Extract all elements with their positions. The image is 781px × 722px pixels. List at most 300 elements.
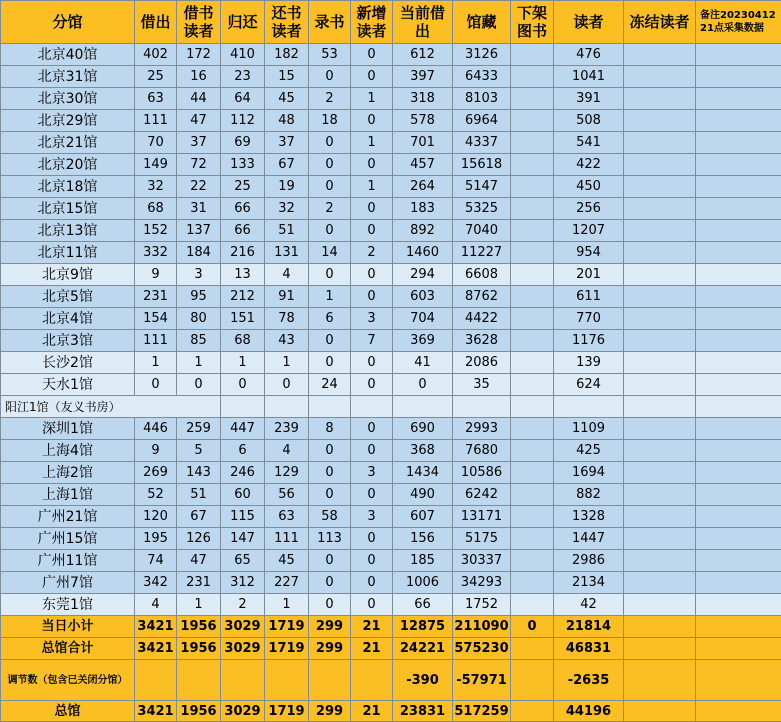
data-cell[interactable]: 1 — [265, 594, 309, 616]
data-cell[interactable]: 0 — [265, 374, 309, 396]
data-cell[interactable] — [696, 594, 781, 616]
data-cell[interactable]: 22 — [177, 176, 221, 198]
data-cell[interactable]: 14 — [309, 242, 351, 264]
data-cell[interactable] — [511, 176, 554, 198]
data-cell[interactable]: 69 — [221, 132, 265, 154]
branch-name-cell[interactable]: 北京40馆 — [1, 44, 135, 66]
summary-cell[interactable]: 21814 — [554, 616, 624, 638]
data-cell[interactable]: 0 — [351, 110, 393, 132]
summary-cell[interactable]: 3029 — [221, 701, 265, 722]
data-cell[interactable]: 3126 — [453, 44, 511, 66]
data-cell[interactable]: 2 — [309, 88, 351, 110]
branch-name-cell[interactable]: 长沙2馆 — [1, 352, 135, 374]
data-cell[interactable]: 342 — [135, 572, 177, 594]
data-cell[interactable]: 19 — [265, 176, 309, 198]
data-cell[interactable] — [696, 440, 781, 462]
branch-name-cell[interactable]: 北京9馆 — [1, 264, 135, 286]
data-cell[interactable]: 5175 — [453, 528, 511, 550]
data-cell[interactable]: 369 — [393, 330, 453, 352]
data-cell[interactable]: 508 — [554, 110, 624, 132]
data-cell[interactable] — [221, 396, 265, 418]
data-cell[interactable]: 2986 — [554, 550, 624, 572]
summary-cell[interactable] — [351, 660, 393, 701]
data-cell[interactable]: 7680 — [453, 440, 511, 462]
data-cell[interactable]: 0 — [351, 440, 393, 462]
data-cell[interactable]: 66 — [393, 594, 453, 616]
summary-cell[interactable]: 517259 — [453, 701, 511, 722]
data-cell[interactable]: 13171 — [453, 506, 511, 528]
summary-cell[interactable] — [696, 616, 781, 638]
data-cell[interactable]: 37 — [265, 132, 309, 154]
data-cell[interactable]: 422 — [554, 154, 624, 176]
data-cell[interactable]: 892 — [393, 220, 453, 242]
data-cell[interactable]: 91 — [265, 286, 309, 308]
data-cell[interactable]: 183 — [393, 198, 453, 220]
data-cell[interactable]: 112 — [221, 110, 265, 132]
summary-cell[interactable]: 1956 — [177, 616, 221, 638]
data-cell[interactable]: 6 — [309, 308, 351, 330]
data-cell[interactable]: 391 — [554, 88, 624, 110]
data-cell[interactable]: 3 — [351, 308, 393, 330]
data-cell[interactable]: 6 — [221, 440, 265, 462]
data-cell[interactable]: 139 — [554, 352, 624, 374]
data-cell[interactable]: 63 — [265, 506, 309, 528]
summary-cell[interactable] — [624, 660, 696, 701]
data-cell[interactable]: 0 — [309, 176, 351, 198]
data-cell[interactable] — [624, 110, 696, 132]
data-cell[interactable] — [696, 374, 781, 396]
data-cell[interactable]: 607 — [393, 506, 453, 528]
data-cell[interactable] — [696, 308, 781, 330]
data-cell[interactable]: 2134 — [554, 572, 624, 594]
branch-name-cell[interactable]: 阳江1馆（友义书房） — [1, 396, 221, 418]
data-cell[interactable]: 66 — [221, 198, 265, 220]
summary-cell[interactable] — [696, 638, 781, 660]
branch-name-cell[interactable]: 上海4馆 — [1, 440, 135, 462]
summary-label-cell[interactable]: 总馆合计 — [1, 638, 135, 660]
data-cell[interactable]: 0 — [351, 418, 393, 440]
branch-name-cell[interactable]: 北京5馆 — [1, 286, 135, 308]
data-cell[interactable]: 31 — [177, 198, 221, 220]
data-cell[interactable]: 0 — [309, 264, 351, 286]
data-cell[interactable]: 60 — [221, 484, 265, 506]
data-cell[interactable]: 15 — [265, 66, 309, 88]
data-cell[interactable]: 2 — [221, 594, 265, 616]
data-cell[interactable] — [696, 176, 781, 198]
data-cell[interactable] — [511, 286, 554, 308]
data-cell[interactable]: 0 — [309, 132, 351, 154]
data-cell[interactable]: 0 — [309, 572, 351, 594]
data-cell[interactable]: 0 — [351, 154, 393, 176]
header-borrowed[interactable]: 借出 — [135, 1, 177, 44]
data-cell[interactable]: 115 — [221, 506, 265, 528]
data-cell[interactable]: 67 — [265, 154, 309, 176]
data-cell[interactable] — [511, 440, 554, 462]
data-cell[interactable]: 1460 — [393, 242, 453, 264]
header-frozen-readers[interactable]: 冻结读者 — [624, 1, 696, 44]
summary-cell[interactable]: 21 — [351, 638, 393, 660]
data-cell[interactable] — [696, 132, 781, 154]
data-cell[interactable]: 4 — [135, 594, 177, 616]
data-cell[interactable]: 410 — [221, 44, 265, 66]
summary-cell[interactable] — [265, 660, 309, 701]
data-cell[interactable]: 8 — [309, 418, 351, 440]
data-cell[interactable] — [624, 176, 696, 198]
data-cell[interactable]: 1 — [351, 176, 393, 198]
branch-name-cell[interactable]: 深圳1馆 — [1, 418, 135, 440]
data-cell[interactable]: 143 — [177, 462, 221, 484]
summary-cell[interactable] — [221, 660, 265, 701]
data-cell[interactable]: 172 — [177, 44, 221, 66]
summary-cell[interactable]: 299 — [309, 616, 351, 638]
data-cell[interactable]: 1006 — [393, 572, 453, 594]
data-cell[interactable]: 32 — [265, 198, 309, 220]
data-cell[interactable]: 2 — [309, 198, 351, 220]
data-cell[interactable]: 52 — [135, 484, 177, 506]
data-cell[interactable] — [511, 330, 554, 352]
data-cell[interactable] — [624, 198, 696, 220]
data-cell[interactable]: 10586 — [453, 462, 511, 484]
summary-cell[interactable]: 1719 — [265, 616, 309, 638]
data-cell[interactable]: 95 — [177, 286, 221, 308]
data-cell[interactable]: 43 — [265, 330, 309, 352]
data-cell[interactable]: 133 — [221, 154, 265, 176]
data-cell[interactable]: 4337 — [453, 132, 511, 154]
header-note[interactable]: 备注20230412 21点采集数据 — [696, 1, 781, 44]
data-cell[interactable] — [624, 440, 696, 462]
data-cell[interactable]: 68 — [221, 330, 265, 352]
data-cell[interactable]: 58 — [309, 506, 351, 528]
data-cell[interactable]: 70 — [135, 132, 177, 154]
data-cell[interactable]: 15618 — [453, 154, 511, 176]
data-cell[interactable]: 425 — [554, 440, 624, 462]
data-cell[interactable]: 256 — [554, 198, 624, 220]
data-cell[interactable] — [453, 396, 511, 418]
data-cell[interactable] — [624, 308, 696, 330]
data-cell[interactable]: 0 — [309, 66, 351, 88]
branch-name-cell[interactable]: 北京15馆 — [1, 198, 135, 220]
data-cell[interactable]: 0 — [135, 374, 177, 396]
data-cell[interactable]: 156 — [393, 528, 453, 550]
header-returned[interactable]: 归还 — [221, 1, 265, 44]
data-cell[interactable]: 35 — [453, 374, 511, 396]
data-cell[interactable]: 154 — [135, 308, 177, 330]
branch-name-cell[interactable]: 广州21馆 — [1, 506, 135, 528]
data-cell[interactable]: 3 — [351, 462, 393, 484]
header-cataloged[interactable]: 录书 — [309, 1, 351, 44]
data-cell[interactable]: 0 — [351, 44, 393, 66]
data-cell[interactable] — [624, 594, 696, 616]
data-cell[interactable] — [624, 374, 696, 396]
branch-name-cell[interactable]: 北京21馆 — [1, 132, 135, 154]
data-cell[interactable] — [511, 594, 554, 616]
data-cell[interactable] — [696, 352, 781, 374]
data-cell[interactable] — [511, 374, 554, 396]
data-cell[interactable]: 318 — [393, 88, 453, 110]
data-cell[interactable]: 3628 — [453, 330, 511, 352]
summary-cell[interactable]: 3421 — [135, 638, 177, 660]
data-cell[interactable]: 5325 — [453, 198, 511, 220]
data-cell[interactable] — [696, 242, 781, 264]
data-cell[interactable]: 65 — [221, 550, 265, 572]
data-cell[interactable]: 149 — [135, 154, 177, 176]
data-cell[interactable] — [511, 110, 554, 132]
data-cell[interactable] — [624, 286, 696, 308]
data-cell[interactable]: 45 — [265, 88, 309, 110]
data-cell[interactable] — [696, 506, 781, 528]
data-cell[interactable] — [624, 132, 696, 154]
data-cell[interactable]: 332 — [135, 242, 177, 264]
branch-name-cell[interactable]: 天水1馆 — [1, 374, 135, 396]
data-cell[interactable]: 2993 — [453, 418, 511, 440]
data-cell[interactable]: 1447 — [554, 528, 624, 550]
data-cell[interactable] — [511, 462, 554, 484]
data-cell[interactable]: 6964 — [453, 110, 511, 132]
data-cell[interactable] — [511, 264, 554, 286]
data-cell[interactable] — [624, 154, 696, 176]
data-cell[interactable]: 603 — [393, 286, 453, 308]
header-branch[interactable]: 分馆 — [1, 1, 135, 44]
data-cell[interactable] — [696, 198, 781, 220]
data-cell[interactable] — [696, 264, 781, 286]
data-cell[interactable]: 770 — [554, 308, 624, 330]
data-cell[interactable]: 8103 — [453, 88, 511, 110]
data-cell[interactable]: 612 — [393, 44, 453, 66]
data-cell[interactable]: 34293 — [453, 572, 511, 594]
data-cell[interactable]: 30337 — [453, 550, 511, 572]
summary-cell[interactable] — [511, 638, 554, 660]
data-cell[interactable]: 0 — [309, 462, 351, 484]
data-cell[interactable] — [511, 198, 554, 220]
data-cell[interactable]: 0 — [309, 440, 351, 462]
data-cell[interactable]: 0 — [351, 286, 393, 308]
data-cell[interactable]: 111 — [135, 110, 177, 132]
data-cell[interactable]: 1109 — [554, 418, 624, 440]
data-cell[interactable] — [696, 484, 781, 506]
branch-name-cell[interactable]: 北京29馆 — [1, 110, 135, 132]
summary-cell[interactable]: 1719 — [265, 701, 309, 722]
data-cell[interactable]: 1694 — [554, 462, 624, 484]
summary-cell[interactable]: 3029 — [221, 638, 265, 660]
data-cell[interactable]: 2086 — [453, 352, 511, 374]
data-cell[interactable]: 1434 — [393, 462, 453, 484]
data-cell[interactable] — [511, 418, 554, 440]
data-cell[interactable] — [696, 110, 781, 132]
summary-cell[interactable]: 3421 — [135, 616, 177, 638]
data-cell[interactable]: 129 — [265, 462, 309, 484]
data-cell[interactable] — [624, 264, 696, 286]
data-cell[interactable]: 41 — [393, 352, 453, 374]
data-cell[interactable]: 0 — [351, 220, 393, 242]
data-cell[interactable] — [511, 242, 554, 264]
data-cell[interactable]: 690 — [393, 418, 453, 440]
data-cell[interactable]: 0 — [351, 264, 393, 286]
summary-cell[interactable]: 0 — [511, 616, 554, 638]
data-cell[interactable] — [624, 352, 696, 374]
data-cell[interactable]: 476 — [554, 44, 624, 66]
data-cell[interactable]: 231 — [177, 572, 221, 594]
data-cell[interactable]: 0 — [351, 572, 393, 594]
branch-name-cell[interactable]: 北京18馆 — [1, 176, 135, 198]
header-new-readers[interactable]: 新增读者 — [351, 1, 393, 44]
data-cell[interactable]: 246 — [221, 462, 265, 484]
data-cell[interactable]: 294 — [393, 264, 453, 286]
data-cell[interactable]: 68 — [135, 198, 177, 220]
data-cell[interactable]: 402 — [135, 44, 177, 66]
data-cell[interactable] — [511, 528, 554, 550]
data-cell[interactable] — [624, 220, 696, 242]
data-cell[interactable]: 64 — [221, 88, 265, 110]
data-cell[interactable]: 701 — [393, 132, 453, 154]
data-cell[interactable] — [351, 396, 393, 418]
data-cell[interactable]: 457 — [393, 154, 453, 176]
data-cell[interactable]: 48 — [265, 110, 309, 132]
branch-name-cell[interactable]: 广州11馆 — [1, 550, 135, 572]
data-cell[interactable]: 882 — [554, 484, 624, 506]
data-cell[interactable]: 368 — [393, 440, 453, 462]
summary-cell[interactable]: 1956 — [177, 701, 221, 722]
data-cell[interactable] — [624, 88, 696, 110]
data-cell[interactable]: 0 — [351, 484, 393, 506]
data-cell[interactable]: 9 — [135, 440, 177, 462]
data-cell[interactable]: 3 — [351, 506, 393, 528]
data-cell[interactable]: 0 — [351, 374, 393, 396]
branch-name-cell[interactable]: 北京4馆 — [1, 308, 135, 330]
data-cell[interactable] — [696, 220, 781, 242]
data-cell[interactable] — [393, 396, 453, 418]
data-cell[interactable]: 0 — [351, 352, 393, 374]
data-cell[interactable]: 147 — [221, 528, 265, 550]
data-cell[interactable]: 47 — [177, 550, 221, 572]
data-cell[interactable]: 23 — [221, 66, 265, 88]
summary-cell[interactable]: 21 — [351, 616, 393, 638]
data-cell[interactable] — [511, 572, 554, 594]
data-cell[interactable]: 51 — [177, 484, 221, 506]
data-cell[interactable]: 269 — [135, 462, 177, 484]
header-delisted[interactable]: 下架图书 — [511, 1, 554, 44]
data-cell[interactable]: 0 — [309, 352, 351, 374]
data-cell[interactable]: 0 — [309, 484, 351, 506]
data-cell[interactable]: 0 — [309, 550, 351, 572]
data-cell[interactable]: 0 — [309, 330, 351, 352]
data-cell[interactable]: 184 — [177, 242, 221, 264]
data-cell[interactable] — [696, 66, 781, 88]
data-cell[interactable]: 9 — [135, 264, 177, 286]
summary-cell[interactable]: 21 — [351, 701, 393, 722]
data-cell[interactable]: 541 — [554, 132, 624, 154]
data-cell[interactable] — [511, 220, 554, 242]
data-cell[interactable]: 1207 — [554, 220, 624, 242]
data-cell[interactable]: 56 — [265, 484, 309, 506]
data-cell[interactable]: 5147 — [453, 176, 511, 198]
summary-cell[interactable]: 44196 — [554, 701, 624, 722]
data-cell[interactable] — [511, 44, 554, 66]
data-cell[interactable] — [624, 572, 696, 594]
data-cell[interactable]: 78 — [265, 308, 309, 330]
summary-label-cell[interactable]: 调节数（包含已关闭分馆） — [1, 660, 135, 701]
data-cell[interactable] — [696, 154, 781, 176]
data-cell[interactable]: 1176 — [554, 330, 624, 352]
summary-cell[interactable]: 575230 — [453, 638, 511, 660]
data-cell[interactable]: 53 — [309, 44, 351, 66]
data-cell[interactable]: 51 — [265, 220, 309, 242]
data-cell[interactable]: 44 — [177, 88, 221, 110]
data-cell[interactable]: 397 — [393, 66, 453, 88]
data-cell[interactable]: 447 — [221, 418, 265, 440]
data-cell[interactable]: 0 — [177, 374, 221, 396]
data-cell[interactable]: 0 — [351, 66, 393, 88]
data-cell[interactable] — [696, 88, 781, 110]
data-cell[interactable]: 0 — [221, 374, 265, 396]
summary-label-cell[interactable]: 当日小计 — [1, 616, 135, 638]
summary-cell[interactable]: 46831 — [554, 638, 624, 660]
summary-cell[interactable] — [309, 660, 351, 701]
summary-cell[interactable]: 24221 — [393, 638, 453, 660]
branch-name-cell[interactable]: 广州7馆 — [1, 572, 135, 594]
data-cell[interactable]: 16 — [177, 66, 221, 88]
data-cell[interactable]: 4 — [265, 264, 309, 286]
data-cell[interactable]: 126 — [177, 528, 221, 550]
data-cell[interactable] — [624, 550, 696, 572]
branch-name-cell[interactable]: 广州15馆 — [1, 528, 135, 550]
header-return-readers[interactable]: 还书读者 — [265, 1, 309, 44]
data-cell[interactable]: 25 — [135, 66, 177, 88]
summary-cell[interactable]: 3421 — [135, 701, 177, 722]
data-cell[interactable] — [696, 396, 781, 418]
summary-cell[interactable]: 3029 — [221, 616, 265, 638]
data-cell[interactable]: 6433 — [453, 66, 511, 88]
branch-name-cell[interactable]: 上海1馆 — [1, 484, 135, 506]
data-cell[interactable]: 1 — [309, 286, 351, 308]
data-cell[interactable] — [624, 484, 696, 506]
header-borrow-readers[interactable]: 借书读者 — [177, 1, 221, 44]
data-cell[interactable]: 704 — [393, 308, 453, 330]
summary-cell[interactable] — [624, 701, 696, 722]
data-cell[interactable]: 80 — [177, 308, 221, 330]
summary-cell[interactable]: -390 — [393, 660, 453, 701]
data-cell[interactable] — [624, 418, 696, 440]
data-cell[interactable] — [309, 396, 351, 418]
data-cell[interactable] — [511, 352, 554, 374]
data-cell[interactable]: 0 — [351, 198, 393, 220]
data-cell[interactable]: 85 — [177, 330, 221, 352]
data-cell[interactable]: 32 — [135, 176, 177, 198]
summary-cell[interactable]: 23831 — [393, 701, 453, 722]
data-cell[interactable] — [624, 506, 696, 528]
data-cell[interactable]: 1328 — [554, 506, 624, 528]
data-cell[interactable] — [265, 396, 309, 418]
data-cell[interactable] — [511, 308, 554, 330]
data-cell[interactable] — [511, 396, 554, 418]
data-cell[interactable] — [624, 66, 696, 88]
data-cell[interactable]: 4422 — [453, 308, 511, 330]
data-cell[interactable]: 152 — [135, 220, 177, 242]
data-cell[interactable]: 8762 — [453, 286, 511, 308]
data-cell[interactable] — [696, 418, 781, 440]
summary-cell[interactable]: -2635 — [554, 660, 624, 701]
data-cell[interactable]: 13 — [221, 264, 265, 286]
branch-name-cell[interactable]: 北京11馆 — [1, 242, 135, 264]
data-cell[interactable]: 6608 — [453, 264, 511, 286]
data-cell[interactable]: 1 — [351, 132, 393, 154]
header-current-loans[interactable]: 当前借出 — [393, 1, 453, 44]
data-cell[interactable]: 1752 — [453, 594, 511, 616]
data-cell[interactable]: 11227 — [453, 242, 511, 264]
data-cell[interactable]: 74 — [135, 550, 177, 572]
branch-name-cell[interactable]: 北京30馆 — [1, 88, 135, 110]
summary-cell[interactable]: -57971 — [453, 660, 511, 701]
data-cell[interactable]: 0 — [393, 374, 453, 396]
